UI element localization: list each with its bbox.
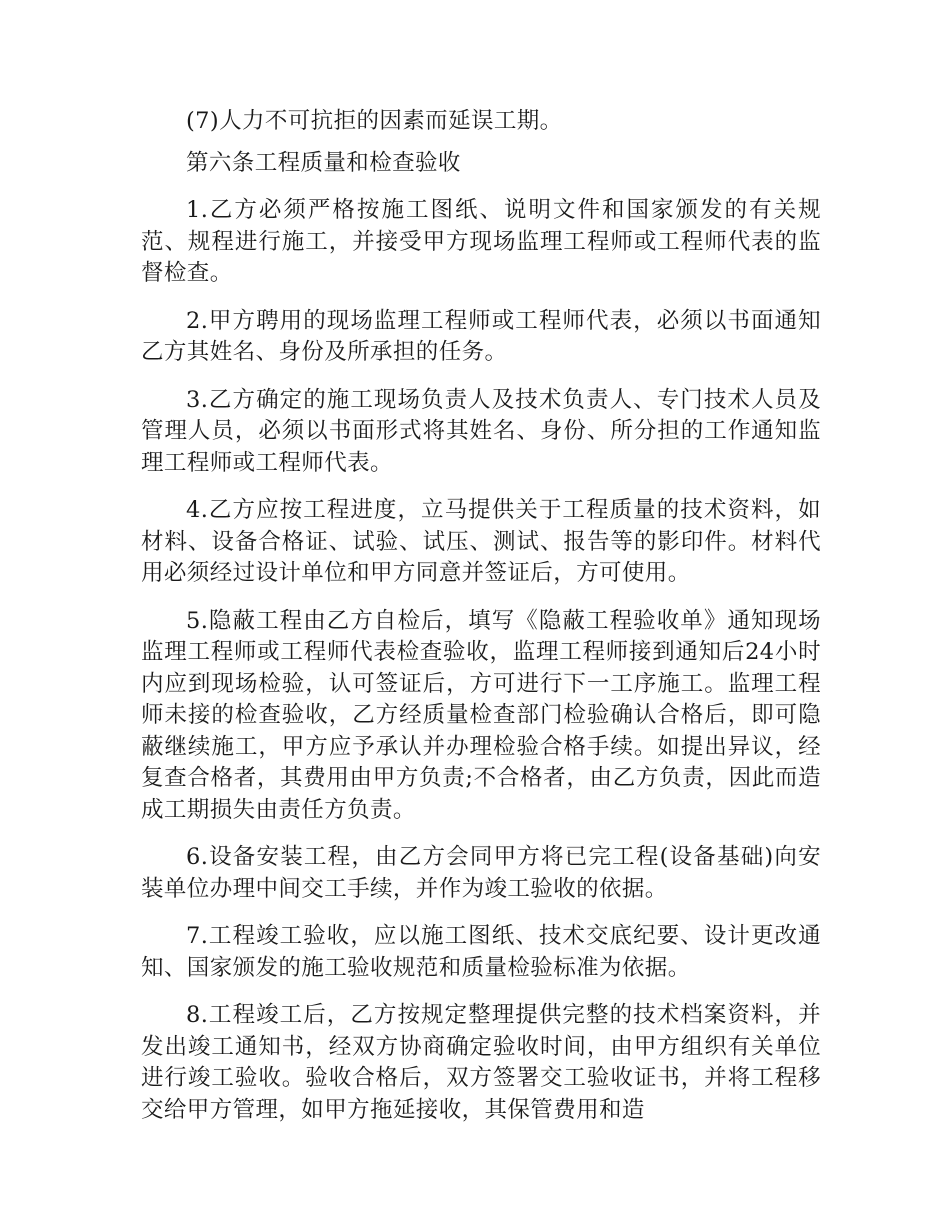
clause-2: 2.甲方聘用的现场监理工程师或工程师代表，必须以书面通知乙方其姓名、身份及所承担的任务。 [141, 307, 821, 365]
clause-8: 8.工程竣工后，乙方按规定整理提供完整的技术档案资料，并发出竣工通知书，经双方协商确定验收时间，由甲方组织有关单位进行竣工验收。验收合格后，双方签署交工验收证书，并将工程移交给甲方管理，如甲方拖延接收，其保管费用和造 [141, 1002, 821, 1123]
clause-6: 6.设备安装工程，由乙方会同甲方将已完工程(设备基础)向安装单位办理中间交工手续，并作为竣工验收的依据。 [141, 844, 821, 902]
clause-7: 7.工程竣工验收，应以施工图纸、技术交底纪要、设计更改通知、国家颁发的施工验收规范和质量检验标准为依据。 [141, 923, 821, 981]
clause-1: 1.乙方必须严格按施工图纸、说明文件和国家颁发的有关规范、规程进行施工，并接受甲方现场监理工程师或工程师代表的监督检查。 [141, 197, 821, 286]
clause-3: 3.乙方确定的施工现场负责人及技术负责人、专门技术人员及管理人员，必须以书面形式将其姓名、身份、所分担的工作通知监理工程师或工程师代表。 [141, 386, 821, 476]
document-body [141, 106, 821, 1142]
clause-5: 5.隐蔽工程由乙方自检后，填写《隐蔽工程验收单》通知现场监理工程师或工程师代表检查验收，监理工程师接到通知后24小时内应到现场检验，认可签证后，方可进行下一工序施工。监理工程师未接的检查验收，乙方经质量检查部门检验确认合格后，即可隐蔽继续施工，甲方应予承认并办理检验合格手续。如提出异议，经复查合格者，其费用由甲方负责;不合格者，由乙方负责，因此而造成工期损失由责任方负责。 [141, 607, 821, 823]
section-heading-article-6: 第六条工程质量和检查验收 [186, 149, 461, 176]
paragraph-force-majeure-item: (7)人力不可抗拒的因素而延误工期。 [186, 108, 563, 134]
clause-4: 4.乙方应按工程进度，立马提供关于工程质量的技术资料，如材料、设备合格证、试验、试压、测试、报告等的影印件。材料代用必须经过设计单位和甲方同意并签证后，方可使用。 [141, 497, 821, 586]
